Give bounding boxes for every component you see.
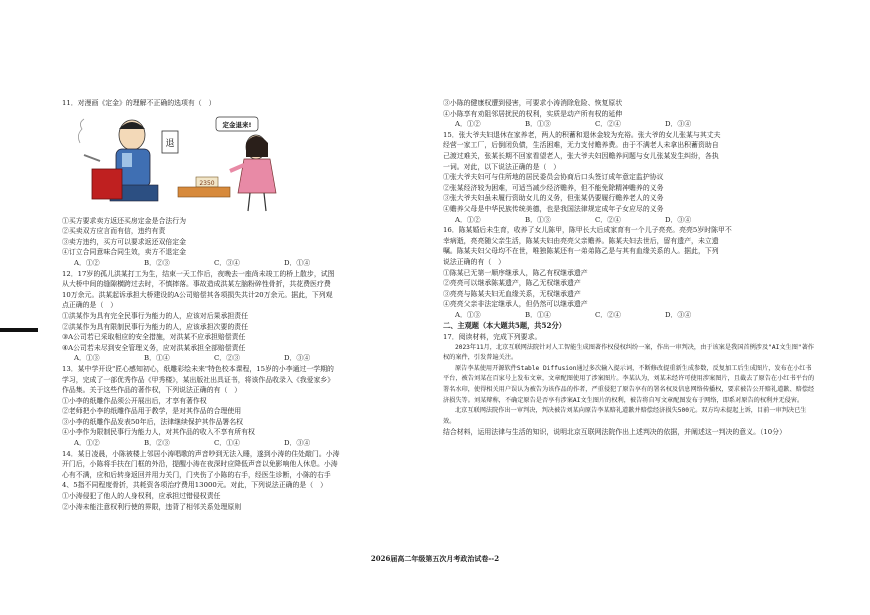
section-2-title: 二、主观题（本大题共5题，共52分） bbox=[443, 321, 566, 331]
q12-statement: ①洪某作为具有完全民事行为能力的人，应该对后果承担责任 bbox=[62, 311, 249, 320]
q13-statement: ③小李的纸雕作品发表50年后，法律继续保护其作品署名权 bbox=[62, 417, 244, 426]
q11-options bbox=[62, 258, 434, 269]
option-c: C．②④ bbox=[595, 310, 621, 319]
q13-line: 13．某中学开设"匠心感知初心，纸雕彩绘未来"特色校本课程，15岁的小李通过一学期的 bbox=[62, 364, 334, 373]
option-d: D．①④ bbox=[284, 258, 311, 267]
q12-options bbox=[62, 353, 434, 364]
option-c: C．②④ bbox=[595, 215, 621, 224]
q12-statement: ③A公司若已采取相应的安全措施，对洪某不应承担赔偿责任 bbox=[62, 333, 246, 342]
q11-statement: ③卖方违约，买方可以要求返还双倍定金 bbox=[62, 237, 187, 246]
option-a: A．①③ bbox=[455, 310, 481, 319]
q15-statement: ④赡养父母是中华民族传统美德，也是我国法律规定成年子女应尽的义务 bbox=[443, 204, 664, 213]
q15-line: 一词。对此，以下说法正确的是（ ） bbox=[443, 162, 561, 171]
speech-bubble-text: 定金退来! bbox=[222, 120, 252, 129]
q13-options bbox=[62, 438, 434, 449]
plate-text: 2350 bbox=[199, 179, 215, 187]
q13-line: 作品集。关于这些作品的著作权，下列说法正确的有（ ） bbox=[62, 386, 242, 395]
q16-line: 说法正确的有（ ） bbox=[443, 257, 506, 266]
option-a: A．①② bbox=[455, 120, 481, 129]
q11-statement: ④订立合同意味合同生效，卖方不退定金 bbox=[62, 248, 187, 257]
q17-material-paragraph: 2023年11月，北京互联网法院针对人工智能生成图著作权侵权纠纷一案，作出一审判决，由于该案是我国首例涉及"AI文生图"著作权的案件，引发普遍关注。 bbox=[443, 343, 814, 362]
q17-intro: 17．阅读材料，完成下列要求。 bbox=[443, 333, 542, 342]
q14-statement: ④小陈享有劝阻邻居扰民的权利，实质是动产所有权的延伸 bbox=[443, 109, 623, 118]
q17-material-paragraph: 北京互联网法院作出一审判决，判决被告刘某向原告李某赔礼道歉并赔偿经济损失500元。双方均未提起上诉，目前一审判决已生效。 bbox=[443, 407, 807, 425]
q12-line: 12．17岁的孤儿洪某打工为生，结束一天工作后，夜晚去一座尚未竣工的桥上散步，试图 bbox=[62, 269, 335, 278]
q13-statement: ④小李作为限制民事行为能力人，对其作品的收入不享有所有权 bbox=[62, 428, 255, 437]
q15-statement: ③张大爷夫妇虽未履行资助女儿的义务，但张某仍要履行赡养老人的义务 bbox=[443, 194, 664, 203]
board-text: 退 bbox=[165, 138, 175, 149]
q12-statement: ④A公司若未尽到安全管理义务，应对洪某承担全部赔偿责任 bbox=[62, 343, 246, 352]
q16-line: 幸病逝，亮亮随父亲生活，陈某夫妇由亮亮父亲赡养。陈某夫妇去世后，留有遗产，未立遗 bbox=[443, 236, 719, 245]
option-b: B．②③ bbox=[144, 439, 170, 448]
option-b: B．①④ bbox=[525, 310, 551, 319]
q15-line: 15．张大爷夫妇退休在家养老，两人的积蓄和退休金较为充裕。张大爷的女儿张某与其丈夫 bbox=[443, 130, 721, 139]
cartoon-image bbox=[70, 113, 290, 213]
option-b: B．①③ bbox=[525, 215, 551, 224]
q14-line: 心有不满，应和后转身返回并用力关门，门夹伤了小陈的右手，经医生诊断，小陈的右手 bbox=[62, 470, 331, 479]
q14-statement: ③小陈的健康权遭到侵害，可要求小涛消除危险、恢复原状 bbox=[443, 99, 623, 107]
q17-material-paragraph: 原告李某使用开源软件Stable Diffusion通过多次输入提示词，不断修改提重新生成参数，反复加工后生成图片，发布在小红书平台，被告刘某在百家号上发布文章，文章配图使用了涉案图片。李某认为，刘某未经许可使用涉案图片，且截去了原告在小红书平台的署名水印，使得相关用户误认为被告为该作品的作者，严重侵犯了原告享有的署名权及信息网络传播权，要求被告公开赔礼道歉、赔偿经济损失等。刘某辩称，不确定原告是否享有涉案AI文生图片的权利，被告将自写文章配图发布于网络，即系对原告的权利并无侵害。 bbox=[443, 364, 815, 404]
q14-line: 4、5指不同程度骨折，共耗资各项治疗费用13000元。对此，下列说法正确的是（ ） bbox=[62, 481, 327, 490]
option-a: A．①② bbox=[455, 215, 481, 224]
q15-line: 己渡过难关，张某长期不回家看望老人，张大爷夫妇因赡养问题与女儿张某发生纠纷，各执 bbox=[443, 151, 719, 160]
option-b: B．①④ bbox=[144, 354, 170, 363]
q15-options bbox=[443, 215, 815, 226]
option-a: A．①② bbox=[74, 439, 100, 448]
page-footer: 2026届高二年级第五次月考政治试卷--2 bbox=[370, 554, 500, 563]
option-c: C．②③ bbox=[214, 354, 240, 363]
left-column bbox=[62, 98, 434, 512]
q12-line: 点正确的是（ ） bbox=[62, 301, 118, 310]
q15-statement: ②张某经济较为困难，可适当减少经济赡养，但不能免除精神赡养的义务 bbox=[443, 183, 664, 192]
q12-line: 从大桥中间的缝隙横跨过去时，不慎摔落。事故造成洪某左脑粉碎性骨折，共花费医疗费 bbox=[62, 280, 331, 289]
option-a: A．①② bbox=[74, 258, 100, 267]
option-d: D．③④ bbox=[284, 439, 311, 448]
option-d: D．③④ bbox=[284, 354, 311, 363]
q14-statement: ②小涛未能注意权利行使的界限，违背了相邻关系处理原则 bbox=[62, 502, 242, 511]
q11-cartoon-illustration bbox=[70, 113, 290, 213]
option-b: B．①③ bbox=[525, 120, 551, 129]
q16-statement: ③亮亮与陈某夫妇无血缘关系，无权继承遗产 bbox=[443, 289, 581, 298]
option-c: C．③④ bbox=[214, 258, 240, 267]
q13-statement: ②老师把小李的纸雕作品用于教学，是对其作品的合理使用 bbox=[62, 407, 242, 416]
q15-statement: ①张大爷夫妇可与住所地的居民委员会协商后口头签订成年意定监护协议 bbox=[443, 173, 664, 182]
option-c: C．②④ bbox=[595, 120, 621, 129]
q14-line: 14．某日凌晨，小陈被楼上邻居小涛唱歌的声音吵到无法入睡，遂到小涛的住处敲门。小涛 bbox=[62, 449, 340, 458]
q14-line: 开门后，小陈将手扶在门框的外沿，提醒小涛在夜深时应降低声音以免影响他人休息。小涛 bbox=[62, 460, 338, 469]
option-c: C．①④ bbox=[214, 439, 240, 448]
q14-options bbox=[443, 119, 815, 130]
right-column bbox=[443, 98, 815, 438]
q12-line: 10万余元。洪某起诉承担大桥建设的A公司赔偿其各项损失共计20万余元。据此，下列观 bbox=[62, 290, 333, 299]
q16-statement: ④亮亮父亲非法定继承人，但仍然可以继承遗产 bbox=[443, 300, 588, 309]
q17-task: 结合材料，运用法律与生活的知识，说明北京互联网法院作出上述判决的依据，并阐述这一判决的意义。（10分） bbox=[443, 428, 786, 437]
q16-statement: ①陈某已无第一顺序继承人，陈乙有权继承遗产 bbox=[443, 268, 588, 277]
q16-options bbox=[443, 310, 815, 321]
q12-statement: ②洪某作为具有限制民事行为能力的人，应该承担次要的责任 bbox=[62, 322, 249, 331]
q13-statement: ①小李的纸雕作品须公开展出后，才享有著作权 bbox=[62, 396, 207, 405]
option-d: D．③④ bbox=[665, 120, 692, 129]
q16-statement: ②亮亮可以继承陈某遗产，陈乙无权继承遗产 bbox=[443, 279, 581, 288]
q11-statement: ②买卖双方应言而有信，违约有责 bbox=[62, 227, 166, 236]
q15-line: 经营一家工厂，后倒闭负债，生活困难，无力支付赡养费。由于不满老人未拿出积蓄资助自 bbox=[443, 141, 719, 150]
option-a: A．①③ bbox=[74, 354, 100, 363]
q11-statement: ①买方要求卖方返还买房定金是合法行为 bbox=[62, 216, 187, 225]
option-b: B．②③ bbox=[144, 258, 170, 267]
q11-stem: 11．对漫画《定金》的理解不正确的选项有（ ） bbox=[62, 99, 216, 107]
q14-statement: ①小涛侵犯了他人的人身权利，应承担过错侵权责任 bbox=[62, 492, 221, 501]
option-d: D．③④ bbox=[665, 310, 692, 319]
q13-line: 学习，完成了一部优秀作品《甲秀楼》，某出版社出具证书，将该作品收录入《我爱家乡》 bbox=[62, 375, 335, 384]
q16-line: 嘱。陈某夫妇父母均不在世，唯独陈某还有一弟弟陈乙是与其有血缘关系的人。据此，下列 bbox=[443, 247, 719, 256]
q16-line: 16．陈某婚后未生育，收养了女儿陈甲，陈甲长大后成家育有一个儿子亮亮。亮亮5岁时陈甲不 bbox=[443, 226, 732, 235]
binding-margin-mark bbox=[0, 328, 38, 332]
option-d: D．③④ bbox=[665, 215, 692, 224]
